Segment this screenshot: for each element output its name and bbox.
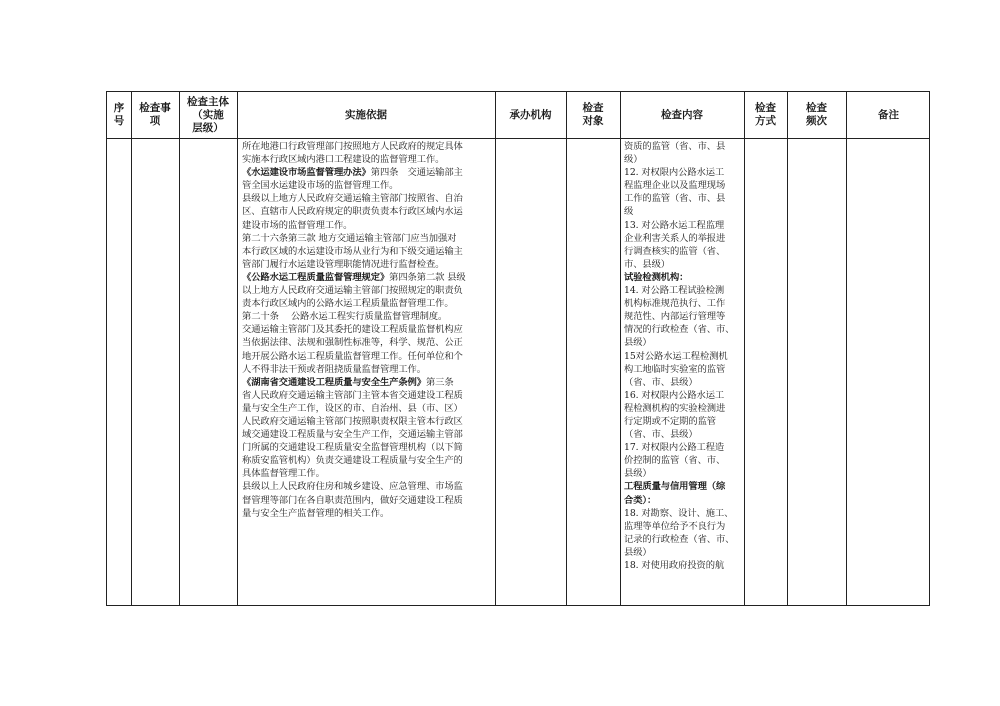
content-line: 15对公路水运工程检测机 xyxy=(624,350,728,362)
regulation-title: 《水运建设市场监督管理办法》 xyxy=(242,167,371,179)
content-line: 试验检测机构： xyxy=(624,271,689,283)
content-line: 18. 对使用政府投资的航 xyxy=(624,560,725,571)
content-line: 县级） xyxy=(624,468,652,480)
content-line: 13. 对公路水运工程监理 xyxy=(624,219,725,231)
header-frequency: 检查 频次 xyxy=(806,102,827,127)
regulation-title: 《公路水运工程质量监督管理规定》 xyxy=(242,271,390,283)
content-line: 行调查核实的监管（省、 xyxy=(624,245,726,257)
basis-line: 人民政府交通运输主管部门按照职责权限主管本行政区 xyxy=(242,415,463,427)
basis-line: 县级以上地方人民政府交通运输主管部门按照省、自治 xyxy=(242,193,463,205)
content-line: 工程质量与信用管理（综 xyxy=(624,481,726,493)
content-line: 14. 对公路工程试验检测 xyxy=(624,285,725,297)
header-basis: 实施依据 xyxy=(345,108,387,121)
col-divider xyxy=(566,92,567,605)
col-divider xyxy=(846,92,847,605)
basis-line: 管全国水运建设市场的监督管理工作。 xyxy=(242,180,399,192)
content-line: 级 xyxy=(624,206,634,218)
header-subject: 检查主体 （实施 层级） xyxy=(187,95,229,134)
basis-line: 门所属的交通建设工程质量安全监督管理机构（以下简 xyxy=(242,442,463,454)
content-line: （省、市、县级） xyxy=(624,376,698,388)
header-item: 检查事 项 xyxy=(139,102,171,127)
content-line: 企业利害关系人的举报进 xyxy=(624,232,726,244)
basis-cell xyxy=(242,140,496,520)
basis-line xyxy=(242,166,496,179)
header-remarks: 备注 xyxy=(878,108,899,121)
content-line: 合类）： xyxy=(624,494,657,506)
basis-line: 以上地方人民政府交通运输主管部门按照规定的职责负 xyxy=(242,285,463,297)
basis-line: 第二十六条第三款 地方交通运输主管部门应当加强对 xyxy=(242,232,457,244)
basis-line: 督管理等部门在各自职责范围内，做好交通建设工程质 xyxy=(242,494,463,506)
basis-line: 实施本行政区域内港口工程建设的监督管理工作。 xyxy=(242,154,445,166)
basis-line: 称质安监管机构）负责交通建设工程质量与安全生产的 xyxy=(242,455,463,467)
col-divider xyxy=(620,92,621,605)
basis-line: 交通运输主管部门及其委托的建设工程质量监督机构应 xyxy=(242,324,463,336)
basis-line: 域交通建设工程质量与安全生产工作，交通运输主管部 xyxy=(242,429,463,441)
col-divider xyxy=(787,92,788,605)
basis-line: 量与安全生产工作，设区的市、自治州、县（市、区） xyxy=(242,402,463,414)
content-line: 12. 对权限内公路水运工 xyxy=(624,167,725,179)
content-line: 价控制的监管（省、市、 xyxy=(624,455,726,467)
basis-line: 本行政区域的水运建设市场从业行为和下级交通运输主 xyxy=(242,245,463,257)
basis-line: 省人民政府交通运输主管部门主管本省交通建设工程质 xyxy=(242,389,463,401)
regulation-title: 《湖南省交通建设工程质量与安全生产条例》 xyxy=(242,376,426,388)
content-line: 记录的行政检查（省、市、 xyxy=(624,533,735,545)
basis-line: 县级以上人民政府住房和城乡建设、应急管理、市场监 xyxy=(242,481,463,493)
basis-line: 所在地港口行政管理部门按照地方人民政府的规定具体 xyxy=(242,141,463,152)
content-line: 行定期或不定期的监管 xyxy=(624,415,716,427)
content-line: 情况的行政检查（省、市、 xyxy=(624,324,735,336)
basis-line: 建设市场的监督管理工作。 xyxy=(242,219,353,231)
content-line: 机构标准规范执行、工作 xyxy=(624,298,726,310)
col-divider xyxy=(131,92,132,605)
basis-line: 第二十条 公路水运工程实行质量监督管理制度。 xyxy=(242,311,448,323)
header-divider xyxy=(107,138,929,139)
inspection-table xyxy=(106,91,930,606)
header-seq: 序 号 xyxy=(113,102,125,127)
content-line: 监理等单位给予不良行为 xyxy=(624,520,726,532)
content-line: 16. 对权限内公路水运工 xyxy=(624,389,725,401)
content-line: 程检测机构的实验检测进 xyxy=(624,402,726,414)
content-line: 规范性、内部运行管理等 xyxy=(624,311,726,323)
col-divider xyxy=(237,92,238,605)
basis-line: 具体监督管理工作。 xyxy=(242,468,325,480)
regulation-text: 第四条第二款 县级 xyxy=(389,271,466,283)
header-org: 承办机构 xyxy=(509,108,552,121)
content-line: 工作的监管（省、市、县 xyxy=(624,193,726,205)
content-line: 构工地临时实验室的监管 xyxy=(624,363,726,375)
content-cell xyxy=(624,140,749,572)
basis-line: 当依据法律、法规和强制性标准等，科学、规范、公正 xyxy=(242,337,463,349)
basis-line: 管部门履行水运建设管理职能情况进行监督检查。 xyxy=(242,258,445,270)
basis-line xyxy=(242,271,496,284)
header-object: 检查 对象 xyxy=(582,102,604,127)
basis-line: 人不得非法干预或者阻挠质量监督管理工作。 xyxy=(242,363,426,375)
regulation-text: 第四条 交通运输部主 xyxy=(370,167,463,179)
basis-line: 量与安全生产监督管理的相关工作。 xyxy=(242,507,390,519)
header-content: 检查内容 xyxy=(661,108,703,121)
content-line: （省、市、县级） xyxy=(624,429,698,441)
content-line: 17. 对权限内公路工程造 xyxy=(624,442,725,454)
basis-line xyxy=(242,376,496,389)
basis-line: 地开展公路水运工程质量监督管理工作。任何单位和个 xyxy=(242,350,463,362)
basis-line: 区、直辖市人民政府规定的职责负责本行政区域内水运 xyxy=(242,206,463,218)
content-line: 县级） xyxy=(624,337,652,349)
content-line: 程监理企业以及监理现场 xyxy=(624,180,726,192)
regulation-text: 第三条 xyxy=(425,376,454,388)
basis-line: 责本行政区域内的公路水运工程质量监督管理工作。 xyxy=(242,298,454,310)
content-line: 市、县级） xyxy=(624,258,670,270)
header-method: 检查 方式 xyxy=(755,102,776,127)
content-line: 级） xyxy=(624,154,643,166)
content-line: 18. 对勘察、设计、施工、 xyxy=(624,507,734,519)
content-line: 县级） xyxy=(624,546,652,558)
col-divider xyxy=(179,92,180,605)
content-line: 资质的监管（省、市、县 xyxy=(624,141,726,152)
